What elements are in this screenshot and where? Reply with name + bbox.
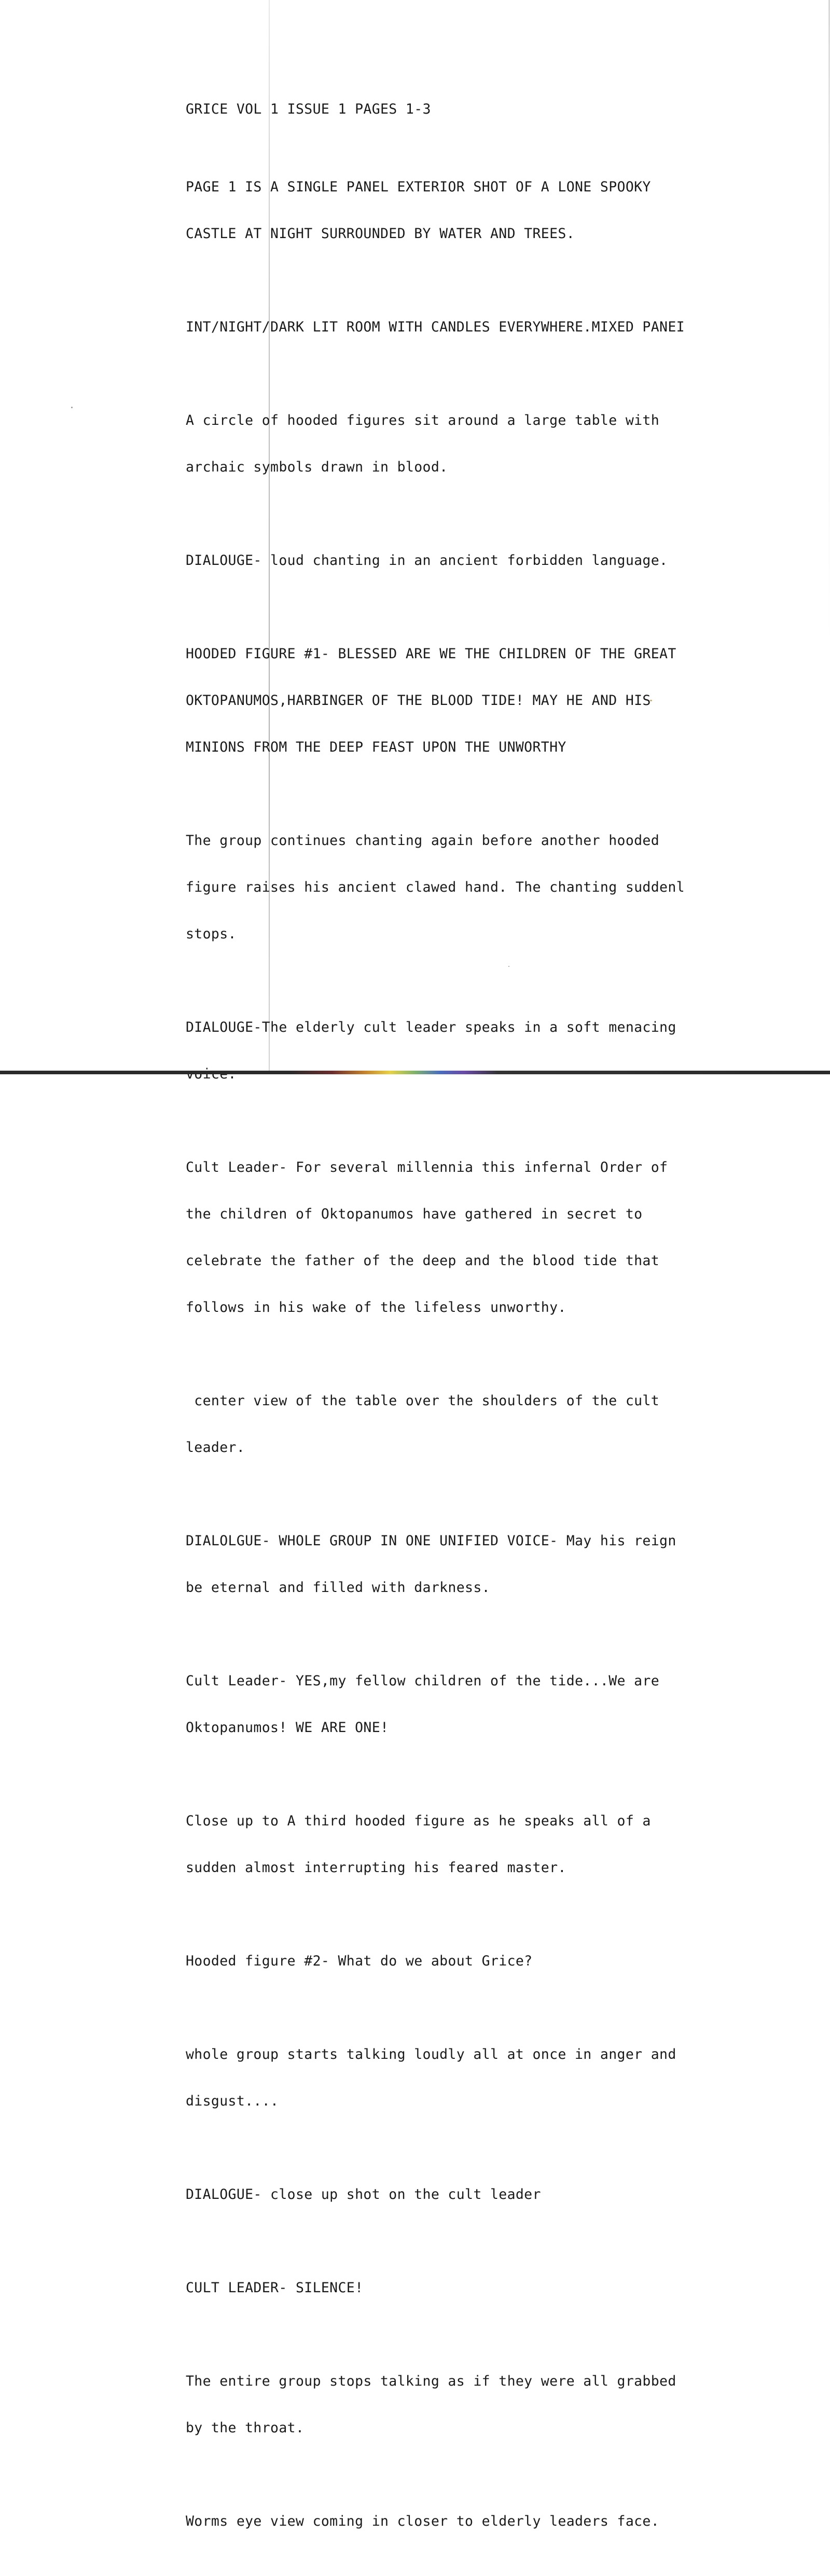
text-line: figure raises his ancient clawed hand. The chanting suddenl <box>186 879 685 895</box>
paragraph <box>186 615 756 786</box>
text-line: Close up to A third hooded figure as he speaks all of a <box>186 1813 651 1829</box>
text-line: PAGE 1 IS A SINGLE PANEL EXTERIOR SHOT OF A LONE SPOOKY <box>186 179 651 195</box>
text-line: DIALOLGUE- WHOLE GROUP IN ONE UNIFIED VOICE- May his reign <box>186 1533 676 1549</box>
paragraph <box>186 2343 756 2467</box>
paragraph <box>186 522 756 600</box>
text-line: whole group starts talking loudly all at once in anger and <box>186 2046 676 2062</box>
paragraph <box>186 1362 756 1487</box>
text-line: disgust.... <box>186 2093 279 2109</box>
text-line: DIALOUGE-The elderly cult leader speaks in a soft menacing <box>186 1019 676 1035</box>
scan-speck <box>71 407 73 408</box>
script-text <box>186 102 756 2576</box>
paragraph <box>186 802 756 973</box>
text-line: be eternal and filled with darkness. <box>186 1580 490 1596</box>
text-line: CULT LEADER- SILENCE! <box>186 2280 364 2296</box>
paragraph <box>186 1502 756 1627</box>
text-line: archaic symbols drawn in blood. <box>186 459 448 475</box>
paragraph <box>186 382 756 506</box>
text-line: CASTLE AT NIGHT SURROUNDED BY WATER AND TREES. <box>186 226 575 242</box>
text-line: Hooded figure #2- What do we about Grice? <box>186 1953 533 1969</box>
text-line: celebrate the father of the deep and the blood tide that <box>186 1253 660 1269</box>
text-line: by the throat. <box>186 2420 305 2436</box>
paragraph <box>186 288 756 366</box>
text-line: Cult Leader- YES,my fellow children of the tide...We are <box>186 1673 660 1689</box>
text-line: MINIONS FROM THE DEEP FEAST UPON THE UNWORTHY <box>186 739 566 755</box>
text-line: INT/NIGHT/DARK LIT ROOM WITH CANDLES EVERYWHERE.MIXED PANEI <box>186 319 685 335</box>
text-line: stops. <box>186 926 237 942</box>
text-line: The group continues chanting again before another hooded <box>186 833 660 849</box>
document-title: GRICE VOL 1 ISSUE 1 PAGES 1-3 <box>186 101 431 117</box>
text-line: DIALOUGE- loud chanting in an ancient forbidden language. <box>186 552 668 569</box>
paragraph <box>186 1642 756 1767</box>
paragraph <box>186 2483 756 2560</box>
text-line: DIALOGUE- close up shot on the cult leader <box>186 2186 541 2203</box>
paragraph <box>186 1129 756 1347</box>
text-line: follows in his wake of the lifeless unworthy. <box>186 1299 566 1315</box>
paragraph <box>186 989 756 1113</box>
text-line: Oktopanumos! WE ARE ONE! <box>186 1720 389 1736</box>
text-line: Cult Leader- For several millennia this infernal Order of <box>186 1159 668 1175</box>
text-line: the children of Oktopanumos have gathered in secret to <box>186 1206 643 1222</box>
text-line: Worms eye view coming in closer to elderly leaders face. <box>186 2513 660 2529</box>
text-line: center view of the table over the shoulders of the cult <box>186 1393 660 1409</box>
paragraph <box>186 2016 756 2140</box>
paragraph <box>186 2156 756 2234</box>
text-line: The entire group stops talking as if they were all grabbed <box>186 2373 676 2389</box>
text-line: HOODED FIGURE #1- BLESSED ARE WE THE CHILDREN OF THE GREAT <box>186 646 676 662</box>
text-line: A circle of hooded figures sit around a large table with <box>186 412 660 428</box>
text-line: OKTOPANUMOS,HARBINGER OF THE BLOOD TIDE! MAY HE AND HIS <box>186 693 651 709</box>
paragraph <box>186 1922 756 2000</box>
scanner-color-strip <box>0 1071 830 1074</box>
text-line: leader. <box>186 1439 245 1456</box>
paragraph <box>186 2249 756 2327</box>
paragraph <box>186 1782 756 1907</box>
paragraph <box>186 148 756 273</box>
text-line: sudden almost interrupting his feared master. <box>186 1860 566 1876</box>
text-line <box>186 1067 756 1082</box>
